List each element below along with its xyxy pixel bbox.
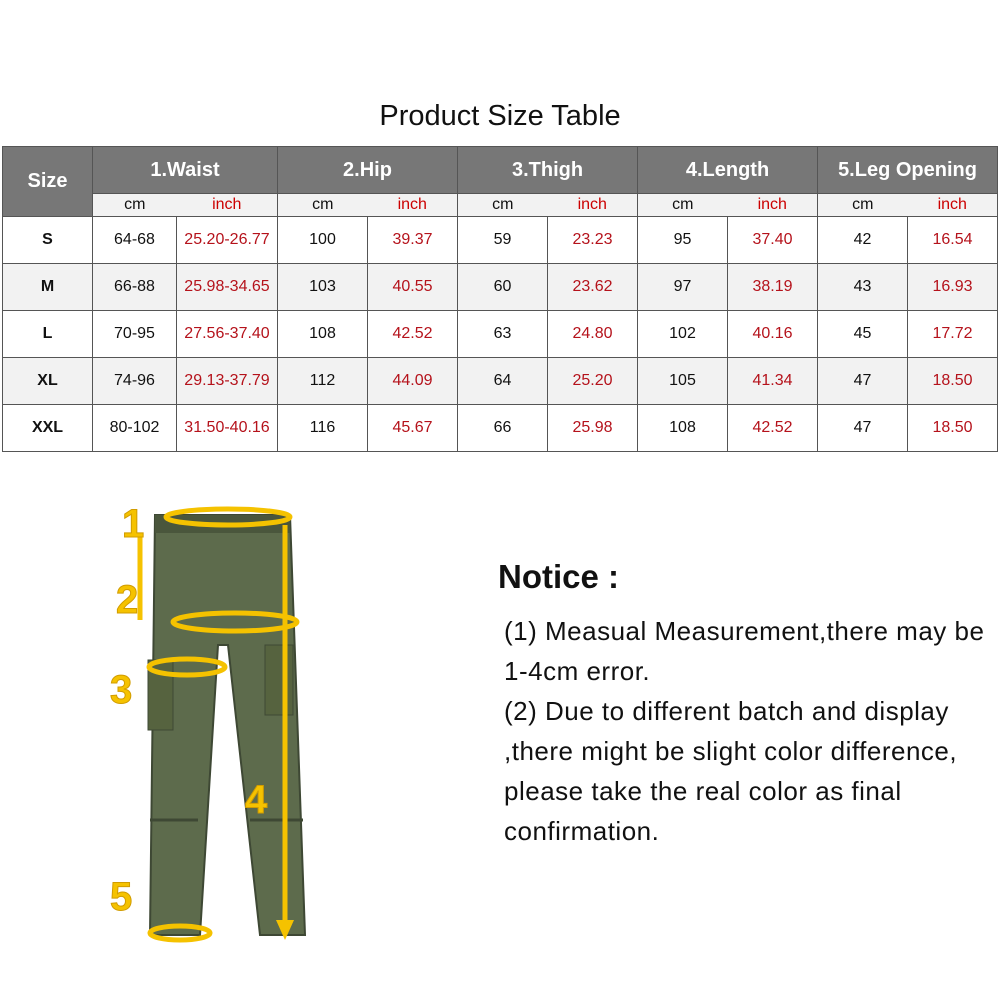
inch-cell: 16.54 [908,217,998,264]
inch-cell: 42.52 [368,311,458,358]
unit-cm: cm [458,194,548,217]
cm-cell: 105 [638,358,728,405]
cm-cell: 108 [278,311,368,358]
table-row [3,311,998,358]
inch-cell: 38.19 [728,264,818,311]
cm-cell: 97 [638,264,728,311]
notice-item-1: (1) Measual Measurement,there may be 1-4cm error. [504,616,985,686]
unit-cm: cm [638,194,728,217]
pants-illustration [148,515,305,935]
unit-inch: inch [908,194,998,217]
pants-measurement-diagram [100,495,320,955]
marker-label-4: 4 [245,778,268,822]
cm-cell: 116 [278,405,368,452]
cm-cell: 108 [638,405,728,452]
unit-inch: inch [368,194,458,217]
inch-cell: 39.37 [368,217,458,264]
notice-item-2: (2) Due to different batch and display ,there might be slight color difference, please take the real color as final confirmation. [504,696,958,846]
cm-cell: 70-95 [93,311,177,358]
inch-cell: 16.93 [908,264,998,311]
inch-cell: 40.16 [728,311,818,358]
cm-cell: 43 [818,264,908,311]
cm-cell: 47 [818,405,908,452]
cm-cell: 95 [638,217,728,264]
marker-label-5: 5 [110,875,133,919]
inch-cell: 25.98-34.65 [177,264,278,311]
inch-cell: 31.50-40.16 [177,405,278,452]
inch-cell: 25.20 [548,358,638,405]
unit-inch: inch [548,194,638,217]
cm-cell: 66 [458,405,548,452]
cm-cell: 45 [818,311,908,358]
cm-cell: 42 [818,217,908,264]
table-row [3,264,998,311]
unit-cm: cm [818,194,908,217]
cm-cell: 47 [818,358,908,405]
header-waist: 1.Waist [93,147,278,194]
inch-cell: 25.98 [548,405,638,452]
inch-cell: 27.56-37.40 [177,311,278,358]
table-row [3,358,998,405]
inch-cell: 17.72 [908,311,998,358]
cm-cell: 63 [458,311,548,358]
unit-cm: cm [278,194,368,217]
marker-label-3: 3 [110,668,133,712]
page-title: Product Size Table [379,100,621,132]
notice-title: Notice : [498,558,620,595]
size-cell: XXL [3,405,93,452]
cm-cell: 112 [278,358,368,405]
inch-cell: 41.34 [728,358,818,405]
inch-cell: 23.23 [548,217,638,264]
cm-cell: 102 [638,311,728,358]
header-hip: 2.Hip [278,147,458,194]
header-length: 4.Length [638,147,818,194]
cm-cell: 64-68 [93,217,177,264]
unit-cm: cm [93,194,177,217]
inch-cell: 25.20-26.77 [177,217,278,264]
header-leg-opening: 5.Leg Opening [818,147,998,194]
inch-cell: 24.80 [548,311,638,358]
inch-cell: 42.52 [728,405,818,452]
size-cell: L [3,311,93,358]
cm-cell: 74-96 [93,358,177,405]
cm-cell: 60 [458,264,548,311]
inch-cell: 37.40 [728,217,818,264]
size-header: Size [3,147,93,217]
inch-cell: 29.13-37.79 [177,358,278,405]
inch-cell: 45.67 [368,405,458,452]
cm-cell: 59 [458,217,548,264]
inch-cell: 40.55 [368,264,458,311]
inch-cell: 18.50 [908,358,998,405]
inch-cell: 23.62 [548,264,638,311]
cm-cell: 103 [278,264,368,311]
inch-cell: 18.50 [908,405,998,452]
size-cell: M [3,264,93,311]
header-thigh: 3.Thigh [458,147,638,194]
size-cell: S [3,217,93,264]
cm-cell: 64 [458,358,548,405]
cm-cell: 80-102 [93,405,177,452]
size-cell: XL [3,358,93,405]
table-row [3,405,998,452]
marker-label-2: 2 [116,578,139,622]
inch-cell: 44.09 [368,358,458,405]
table-row [3,217,998,264]
unit-inch: inch [728,194,818,217]
unit-inch: inch [177,194,278,217]
cm-cell: 66-88 [93,264,177,311]
size-table [2,146,998,452]
marker-label-1: 1 [122,502,145,546]
cm-cell: 100 [278,217,368,264]
